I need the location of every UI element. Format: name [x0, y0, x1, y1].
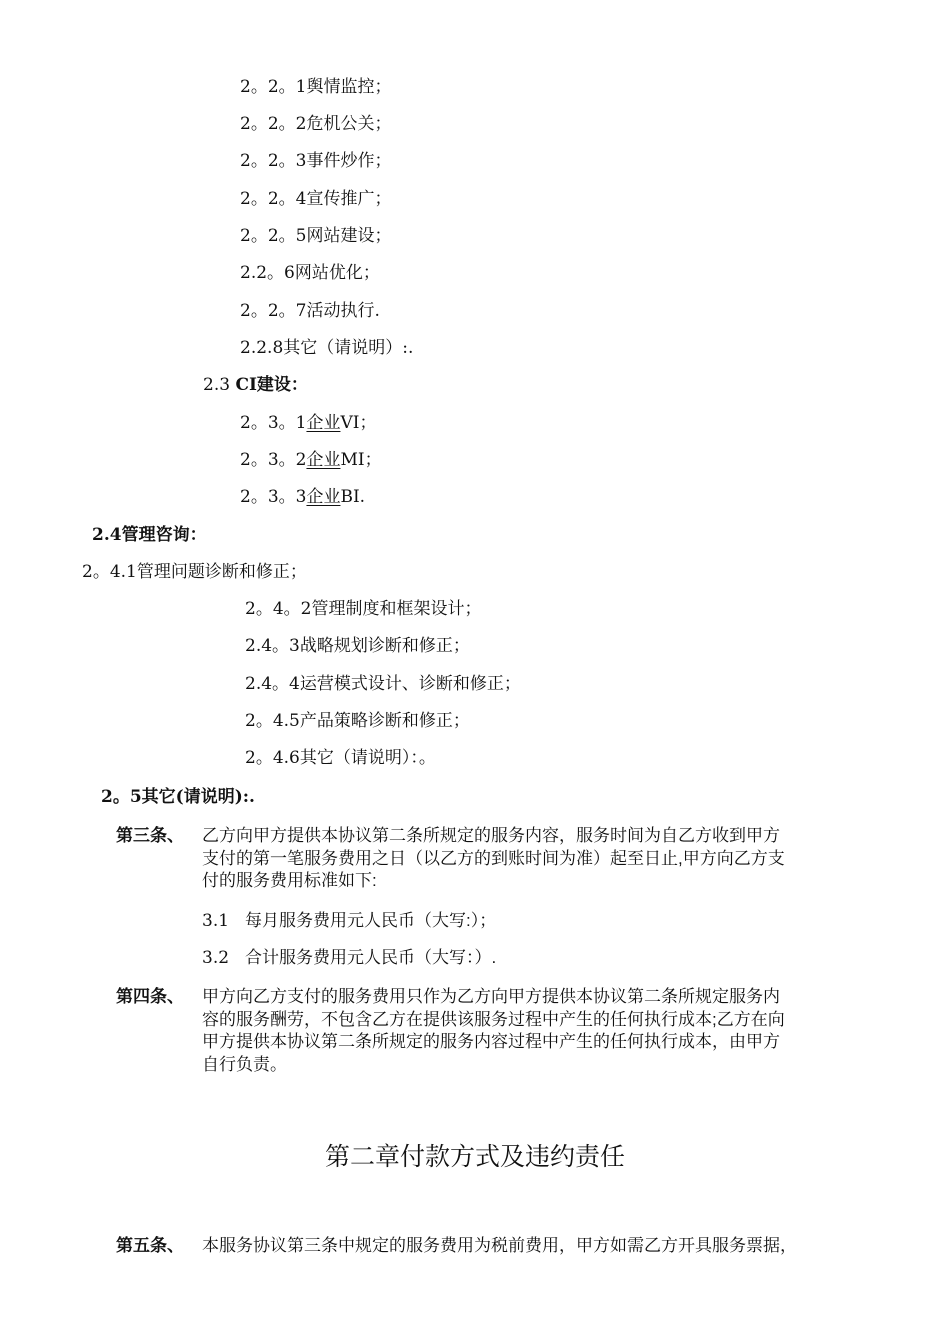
paragraph-line: 本服务协议第三条中规定的服务费用为税前费用，甲方如需乙方开具服务票据，	[202, 1236, 797, 1255]
list-item: 2。2。1舆情监控；	[240, 77, 392, 97]
article-3-label: 第三条、	[116, 826, 184, 845]
section-number: 2.3	[203, 375, 236, 395]
section-2-4-heading: 2.4管理咨询：	[92, 525, 207, 545]
paragraph-line: 甲方提供本协议第二条所规定的服务内容过程中产生的任何执行成本，由甲方	[202, 1032, 780, 1051]
link-text: 企业	[306, 487, 341, 507]
sub-item-number: 3.1	[202, 911, 230, 931]
list-item: 2。4.1管理问题诊断和修正；	[82, 562, 307, 582]
paragraph-line: 乙方向甲方提供本协议第二条所规定的服务内容，服务时间为自乙方收到甲方	[202, 826, 780, 845]
paragraph-line: 容的服务酬劳，不包含乙方在提供该服务过程中产生的任何执行成本;乙方在向	[202, 1009, 785, 1029]
list-item: 2。3。2企业MI；	[240, 450, 382, 470]
link-text: 企业	[306, 450, 341, 470]
article-4-body	[202, 986, 785, 1076]
list-item: 2。4.5产品策略诊断和修正；	[245, 711, 470, 731]
list-item: 2。3。1企业VI；	[240, 413, 377, 433]
list-item: 2。4.6其它（请说明）：。	[245, 748, 436, 768]
sub-item	[202, 947, 496, 969]
list-item: 2。2。7活动执行.	[240, 301, 380, 321]
article-5-body	[202, 1235, 797, 1258]
article-5-label: 第五条、	[116, 1236, 184, 1255]
article-4-label: 第四条、	[116, 987, 184, 1006]
list-item: 2。2。4宣传推广；	[240, 189, 392, 209]
link-text: 企业	[306, 413, 341, 433]
list-item: 2.2。6网站优化；	[240, 263, 380, 283]
list-item: 2。2。3事件炒作；	[240, 151, 392, 171]
section-2-3-heading	[203, 374, 308, 396]
list-item: 2.4。3战略规划诊断和修正；	[245, 636, 470, 656]
list-item: 2。4。2管理制度和框架设计；	[245, 599, 482, 619]
sub-item-text: 每月服务费用元人民币（大写:）；	[245, 911, 497, 930]
chapter-title: 第二章付款方式及违约责任	[324, 1143, 625, 1171]
list-item: 2.2.8其它（请说明）:.	[240, 338, 414, 358]
paragraph-line: 付的服务费用标准如下:	[202, 871, 377, 890]
list-item: 2。2。2危机公关；	[240, 114, 392, 134]
section-2-5-heading: 2。5其它(请说明):.	[101, 787, 255, 807]
sub-item-number: 3.2	[202, 948, 230, 968]
paragraph-line: 支付的第一笔服务费用之日（以乙方的到账时间为准）起至日止,甲方向乙方支	[202, 848, 785, 868]
list-item: 2。3。3企业BI.	[240, 487, 366, 507]
sub-item	[202, 910, 496, 932]
list-item: 2。2。5网站建设；	[240, 226, 392, 246]
paragraph-line: 甲方向乙方支付的服务费用只作为乙方向甲方提供本协议第二条所规定服务内	[202, 987, 780, 1006]
list-item: 2.4。4运营模式设计、诊断和修正；	[245, 674, 521, 694]
sub-item-text: 合计服务费用元人民币（大写：）.	[245, 948, 497, 967]
paragraph-line: 自行负责。	[202, 1054, 287, 1074]
section-title: CI建设：	[235, 375, 308, 395]
article-3-body	[202, 825, 785, 893]
